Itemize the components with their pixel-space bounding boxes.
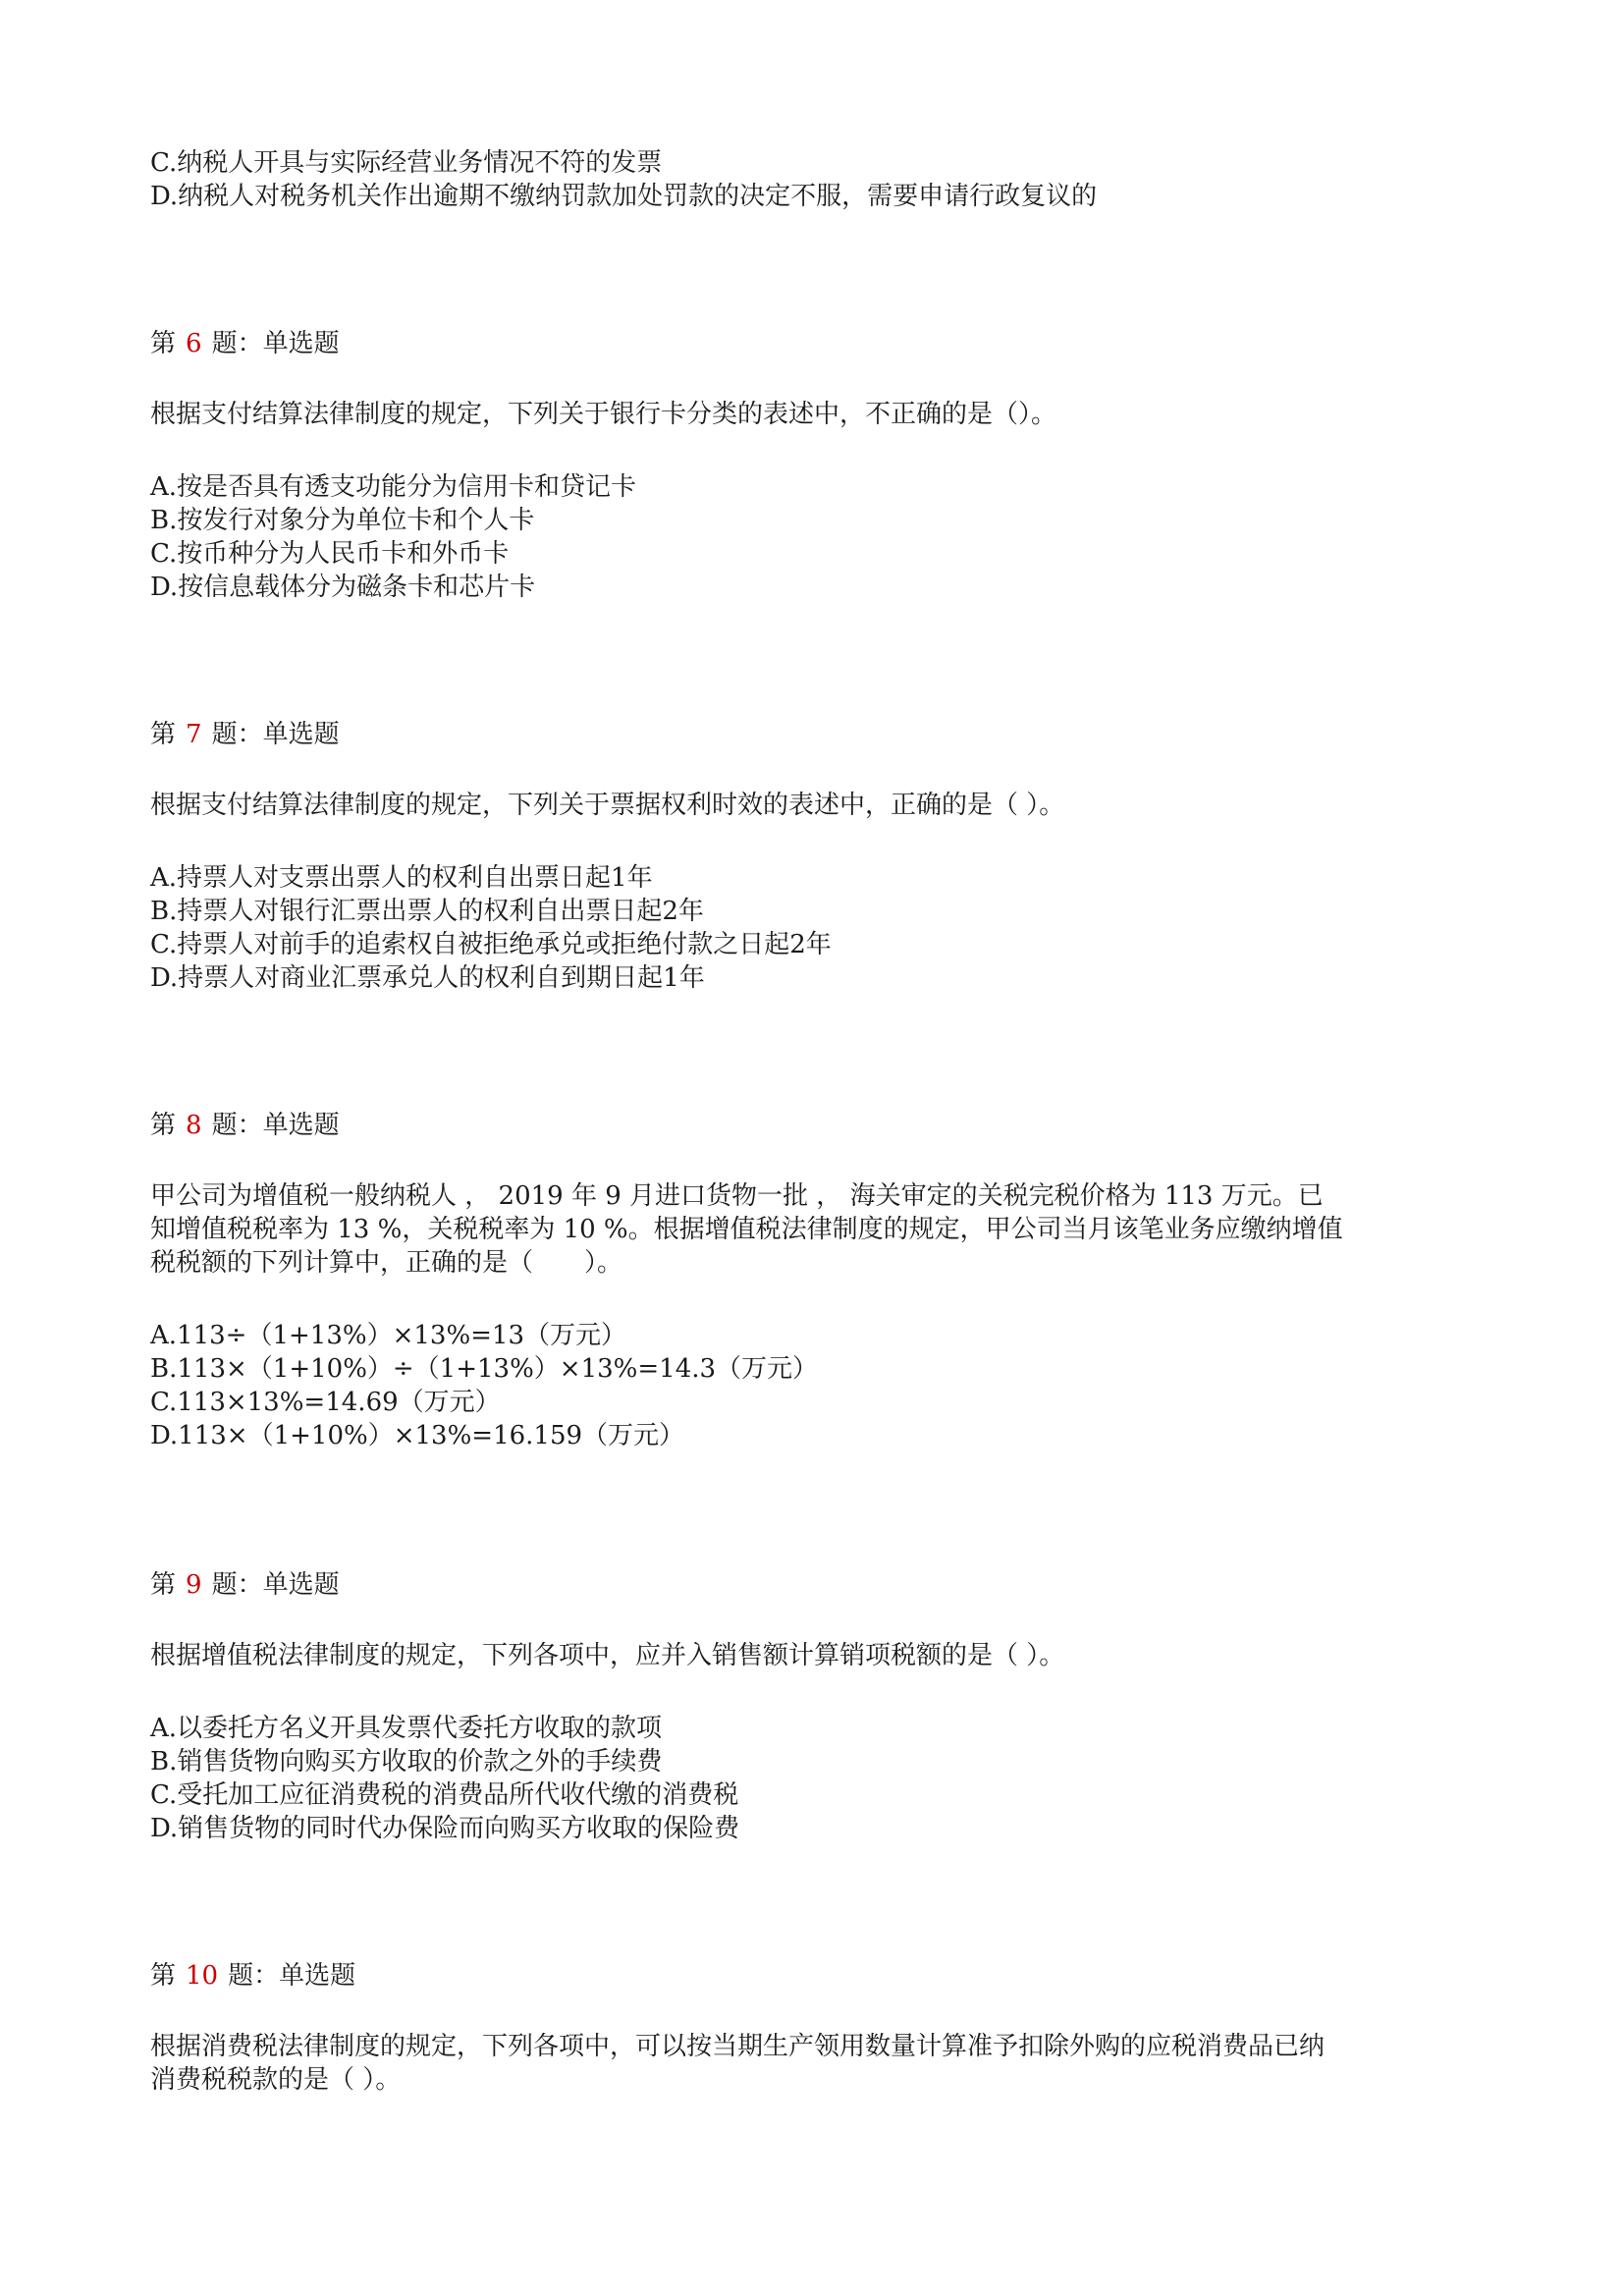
question-header (150, 1568, 340, 1602)
question-type: 题：单选题 (211, 1111, 340, 1140)
question-stem: 根据支付结算法律制度的规定，下列关于票据权利时效的表述中，正确的是（ ）。 (150, 791, 1065, 820)
option-line: D.按信息载体分为磁条卡和芯片卡 (150, 573, 536, 602)
option-line: D.纳税人对税务机关作出逾期不缴纳罚款加处罚款的决定不服，需要申请行政复议的 (150, 182, 1098, 211)
option-line: C.按币种分为人民币卡和外币卡 (150, 539, 510, 569)
question-stem: 根据增值税法律制度的规定，下列各项中，应并入销售额计算销项税额的是（ ）。 (150, 1641, 1065, 1670)
question-number: 6 (186, 329, 202, 358)
option-line: D.113×（1+10%）×13%=16.159（万元） (150, 1421, 685, 1450)
question-number: 9 (186, 1570, 202, 1600)
question-stem: 消费税税款的是（ ）。 (150, 2065, 402, 2095)
question-type: 题：单选题 (211, 720, 340, 749)
question-prefix: 第 (150, 1570, 177, 1600)
option-line: A.按是否具有透支功能分为信用卡和贷记卡 (150, 472, 637, 502)
option-line: A.持票人对支票出票人的权利自出票日起1年 (150, 863, 653, 893)
question-prefix: 第 (150, 1111, 177, 1140)
question-number: 10 (186, 1961, 219, 1991)
question-stem: 根据支付结算法律制度的规定，下列关于银行卡分类的表述中，不正确的是（）。 (150, 400, 1057, 429)
option-line: D.销售货物的同时代办保险而向购买方收取的保险费 (150, 1814, 740, 1843)
option-line: C.纳税人开具与实际经营业务情况不符的发票 (150, 148, 663, 178)
option-line: B.113×（1+10%）÷（1+13%）×13%=14.3（万元） (150, 1354, 819, 1384)
question-prefix: 第 (150, 329, 177, 358)
question-prefix: 第 (150, 1961, 177, 1991)
option-line: C.受托加工应征消费税的消费品所代收代缴的消费税 (150, 1780, 739, 1810)
question-number: 8 (186, 1111, 202, 1140)
question-stem: 税税额的下列计算中，正确的是（ ）。 (150, 1248, 623, 1278)
option-line: B.按发行对象分为单位卡和个人卡 (150, 506, 535, 535)
question-stem: 甲公司为增值税一般纳税人 ， 2019 年 9 月进口货物一批 ， 海关审定的关税完税价格为 113 万元。已 (150, 1181, 1324, 1211)
option-line: C.持票人对前手的追索权自被拒绝承兑或拒绝付款之日起2年 (150, 930, 832, 959)
question-header (150, 1109, 340, 1142)
question-stem: 根据消费税法律制度的规定，下列各项中，可以按当期生产领用数量计算准予扣除外购的应税消费品已纳 (150, 2032, 1325, 2061)
question-stem: 知增值税税率为 13 %，关税税率为 10 %。根据增值税法律制度的规定，甲公司当月该笔业务应缴纳增值 (150, 1215, 1343, 1244)
question-header (150, 718, 340, 751)
option-line: B.持票人对银行汇票出票人的权利自出票日起2年 (150, 897, 704, 926)
question-number: 7 (186, 720, 202, 749)
question-header (150, 1959, 355, 1993)
option-line: D.持票人对商业汇票承兑人的权利自到期日起1年 (150, 963, 705, 993)
option-line: B.销售货物向购买方收取的价款之外的手续费 (150, 1747, 663, 1777)
question-type: 题：单选题 (211, 329, 340, 358)
question-type: 题：单选题 (228, 1961, 356, 1991)
option-line: A.以委托方名义开具发票代委托方收取的款项 (150, 1714, 663, 1743)
question-type: 题：单选题 (211, 1570, 340, 1600)
option-line: A.113÷（1+13%）×13%=13（万元） (150, 1321, 627, 1350)
question-prefix: 第 (150, 720, 177, 749)
question-header (150, 327, 340, 360)
option-line: C.113×13%=14.69（万元） (150, 1388, 501, 1417)
